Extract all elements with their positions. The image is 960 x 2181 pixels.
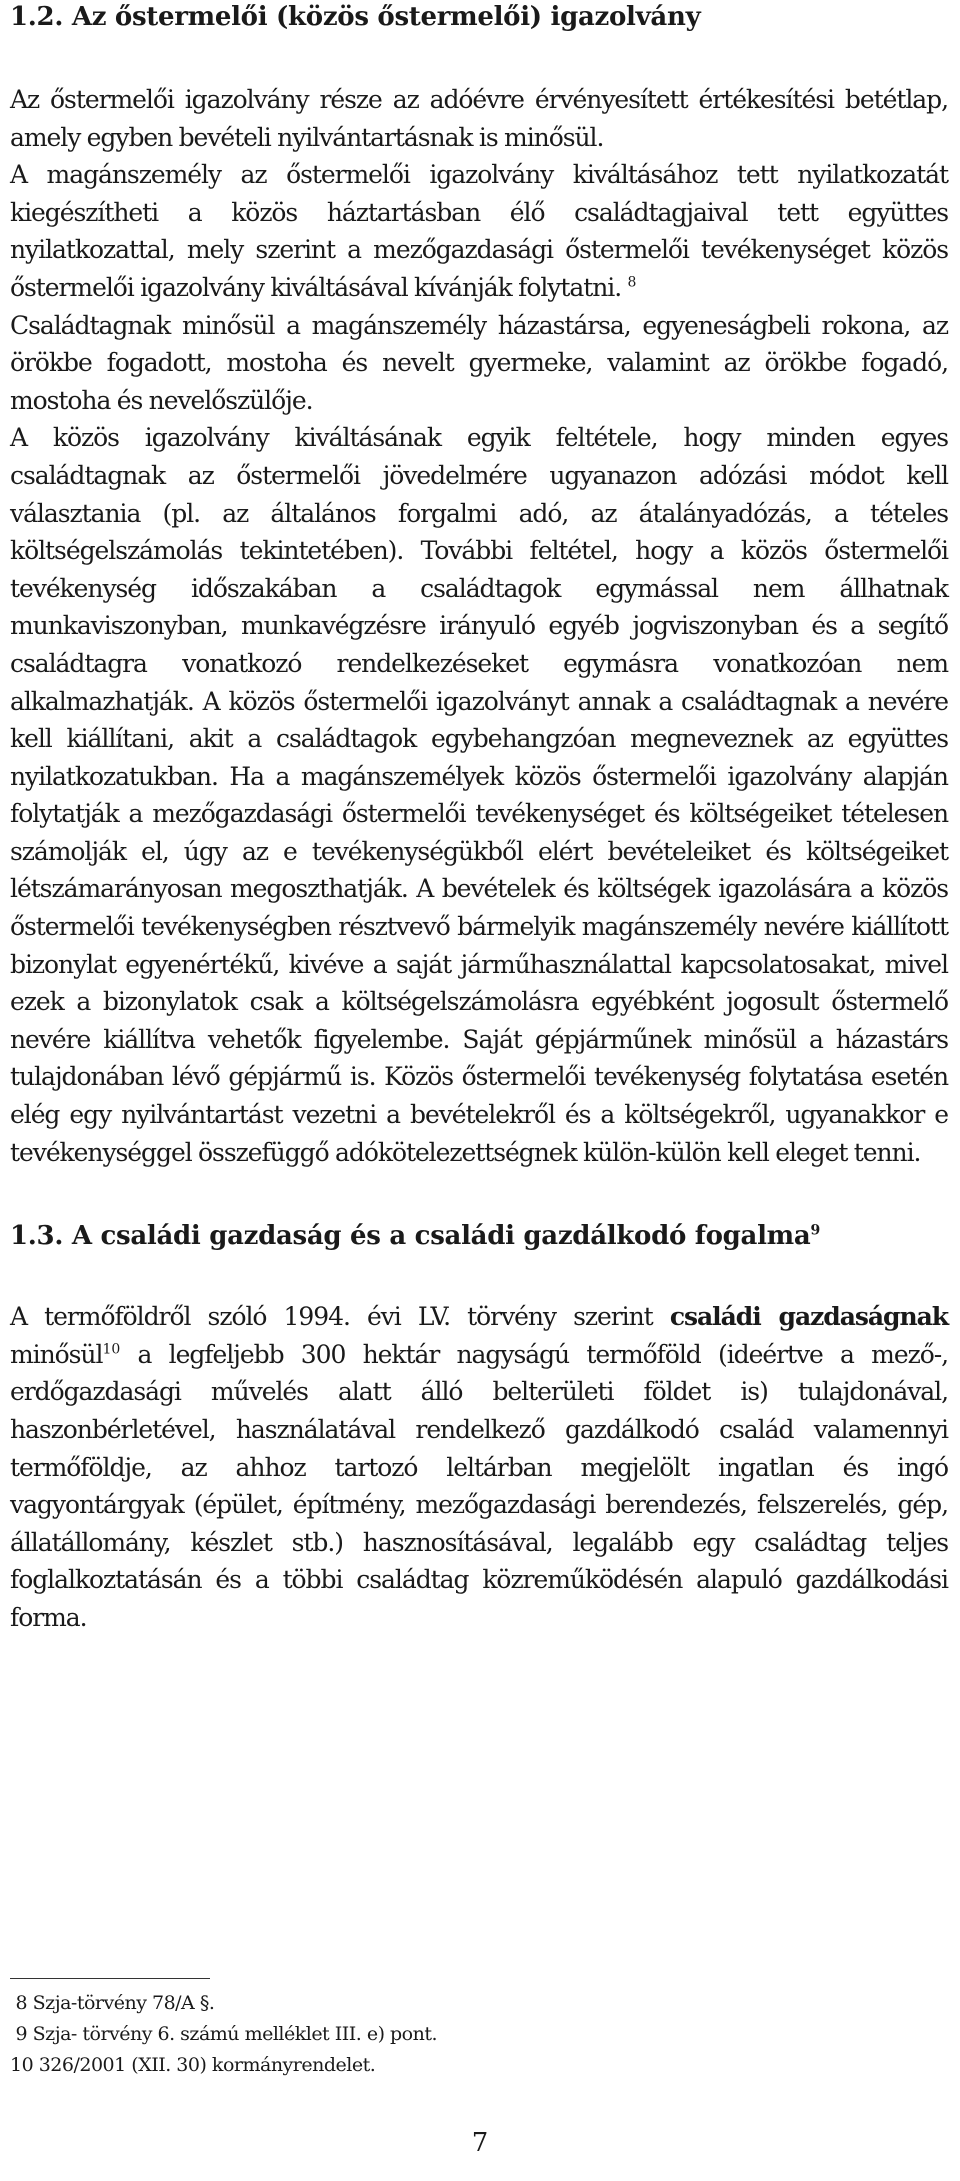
footnote-ref-8[interactable]: 8 xyxy=(627,274,637,291)
footnote-divider xyxy=(10,1978,210,1979)
footnote-ref-9[interactable]: 9 xyxy=(810,1222,821,1239)
footnote-10: 10 326/2001 (XII. 30) kormányrendelet. xyxy=(10,2054,376,2076)
footnotes xyxy=(10,1988,810,2081)
paragraph: Az őstermelői igazolvány része az adóévre érvényesített értékesítési betétlap, amely egyben bevételi nyilvántartásnak is minősül. xyxy=(10,85,948,152)
paragraph-text: minősül xyxy=(10,1339,103,1369)
paragraph: Családtagnak minősül a magánszemély házastársa, egyeneságbeli rokona, az örökbe fogadott, mostoha és nevelt gyermeke, valamint az örökbe fogadó, mostoha és nevelőszülője. xyxy=(10,310,948,415)
footnote-8: 8 Szja-törvény 78/A §. xyxy=(10,1992,215,2014)
paragraph: A közös igazolvány kiváltásának egyik feltétele, hogy minden egyes családtagnak az őstermelői jövedelmére ugyanazon adózási módot kell választania (pl. az általános forgalmi adó, az átalányadózás, a tételes költségelszámolás tekintetében). További feltétel, hogy a közös őstermelői tevékenység időszakában a családtagok egymással nem állhatnak munkaviszonyban, munkavégzésre irányuló egyéb jogviszonyban és a segítő családtagra vonatkozó rendelkezéseket egymásra vonatkozóan nem alkalmazhatják. A közös őstermelői igazolványt annak a családtagnak a nevére kell kiállítani, akit a családtagok egybehangzóan megneveznek az együttes nyilatkozatukban. Ha a magánszemélyek közös őstermelői igazolvány alapján folytatják a mezőgazdasági őstermelői tevékenységet és költségeiket tételesen számolják el, úgy az e tevékenységükből elért bevételeiket és költségeiket létszámarányosan megoszthatják. A bevételek és költségek igazolására a közös őstermelői tevékenységben résztvevő bármelyik magánszemély nevére kiállított bizonylat egyenértékű, kivéve a saját járműhasználattal kapcsolatosakat, mivel ezek a bizonylatok csak a költségelszámolásra egyébként jogosult őstermelő nevére kiállítva vehetők figyelembe. Saját gépjárműnek minősül a házastárs tulajdonában lévő gépjármű is. Közös őstermelői tevékenység folytatása esetén elég egy nyilvántartást vezetni a bevételekről és a költségekről, ugyanakkor e tevékenységgel összefüggő adókötelezettségnek külön-külön kell eleget tenni. xyxy=(10,423,948,1167)
footnote-ref-10[interactable]: 10 xyxy=(102,1341,121,1358)
section-heading-1-3 xyxy=(10,1219,948,1253)
heading-text: 1.3. A családi gazdaság és a családi gazdálkodó fogalma xyxy=(10,1221,811,1252)
page-number: 7 xyxy=(471,2128,489,2158)
paragraph xyxy=(10,156,948,306)
paragraph-text: A magánszemély az őstermelői igazolvány kiváltásához tett nyilatkozatát kiegészítheti a közös háztartásban élő családtagjaival tett együttes nyilatkozattal, mely szerint a mezőgazdasági őstermelői tevékenységet közös őstermelői igazolvány kiváltásával kívánják folytatni. xyxy=(10,160,948,302)
section-1-2-body xyxy=(10,81,948,1171)
footnote-9: 9 Szja- törvény 6. számú melléklet III. e) pont. xyxy=(10,2023,438,2045)
section-heading-1-2: 1.2. Az őstermelői (közös őstermelői) igazolvány xyxy=(10,2,701,32)
bold-term: családi gazdaságnak xyxy=(669,1302,949,1332)
section-1-3-body xyxy=(10,1298,948,1636)
paragraph xyxy=(10,1298,948,1636)
paragraph-text: a legfeljebb 300 hektár nagyságú termőföld (ideértve a mező-, erdőgazdasági művelés alatt álló belterületi földet is) tulajdonával, haszonbérletével, használatával rendelkező gazdálkodó család valamennyi termőföldje, az ahhoz tartozó leltárban megjelölt ingatlan és ingó vagyontárgyak (épület, építmény, mezőgazdasági berendezés, felszerelés, gép, állatállomány, készlet stb.) hasznosításával, legalább egy családtag teljes foglalkoztatásán és a többi családtag közreműködésén alapuló gazdálkodási forma. xyxy=(10,1339,948,1632)
paragraph-text: A termőföldről szóló 1994. évi LV. törvény szerint xyxy=(10,1302,670,1332)
document-page xyxy=(10,0,949,2076)
